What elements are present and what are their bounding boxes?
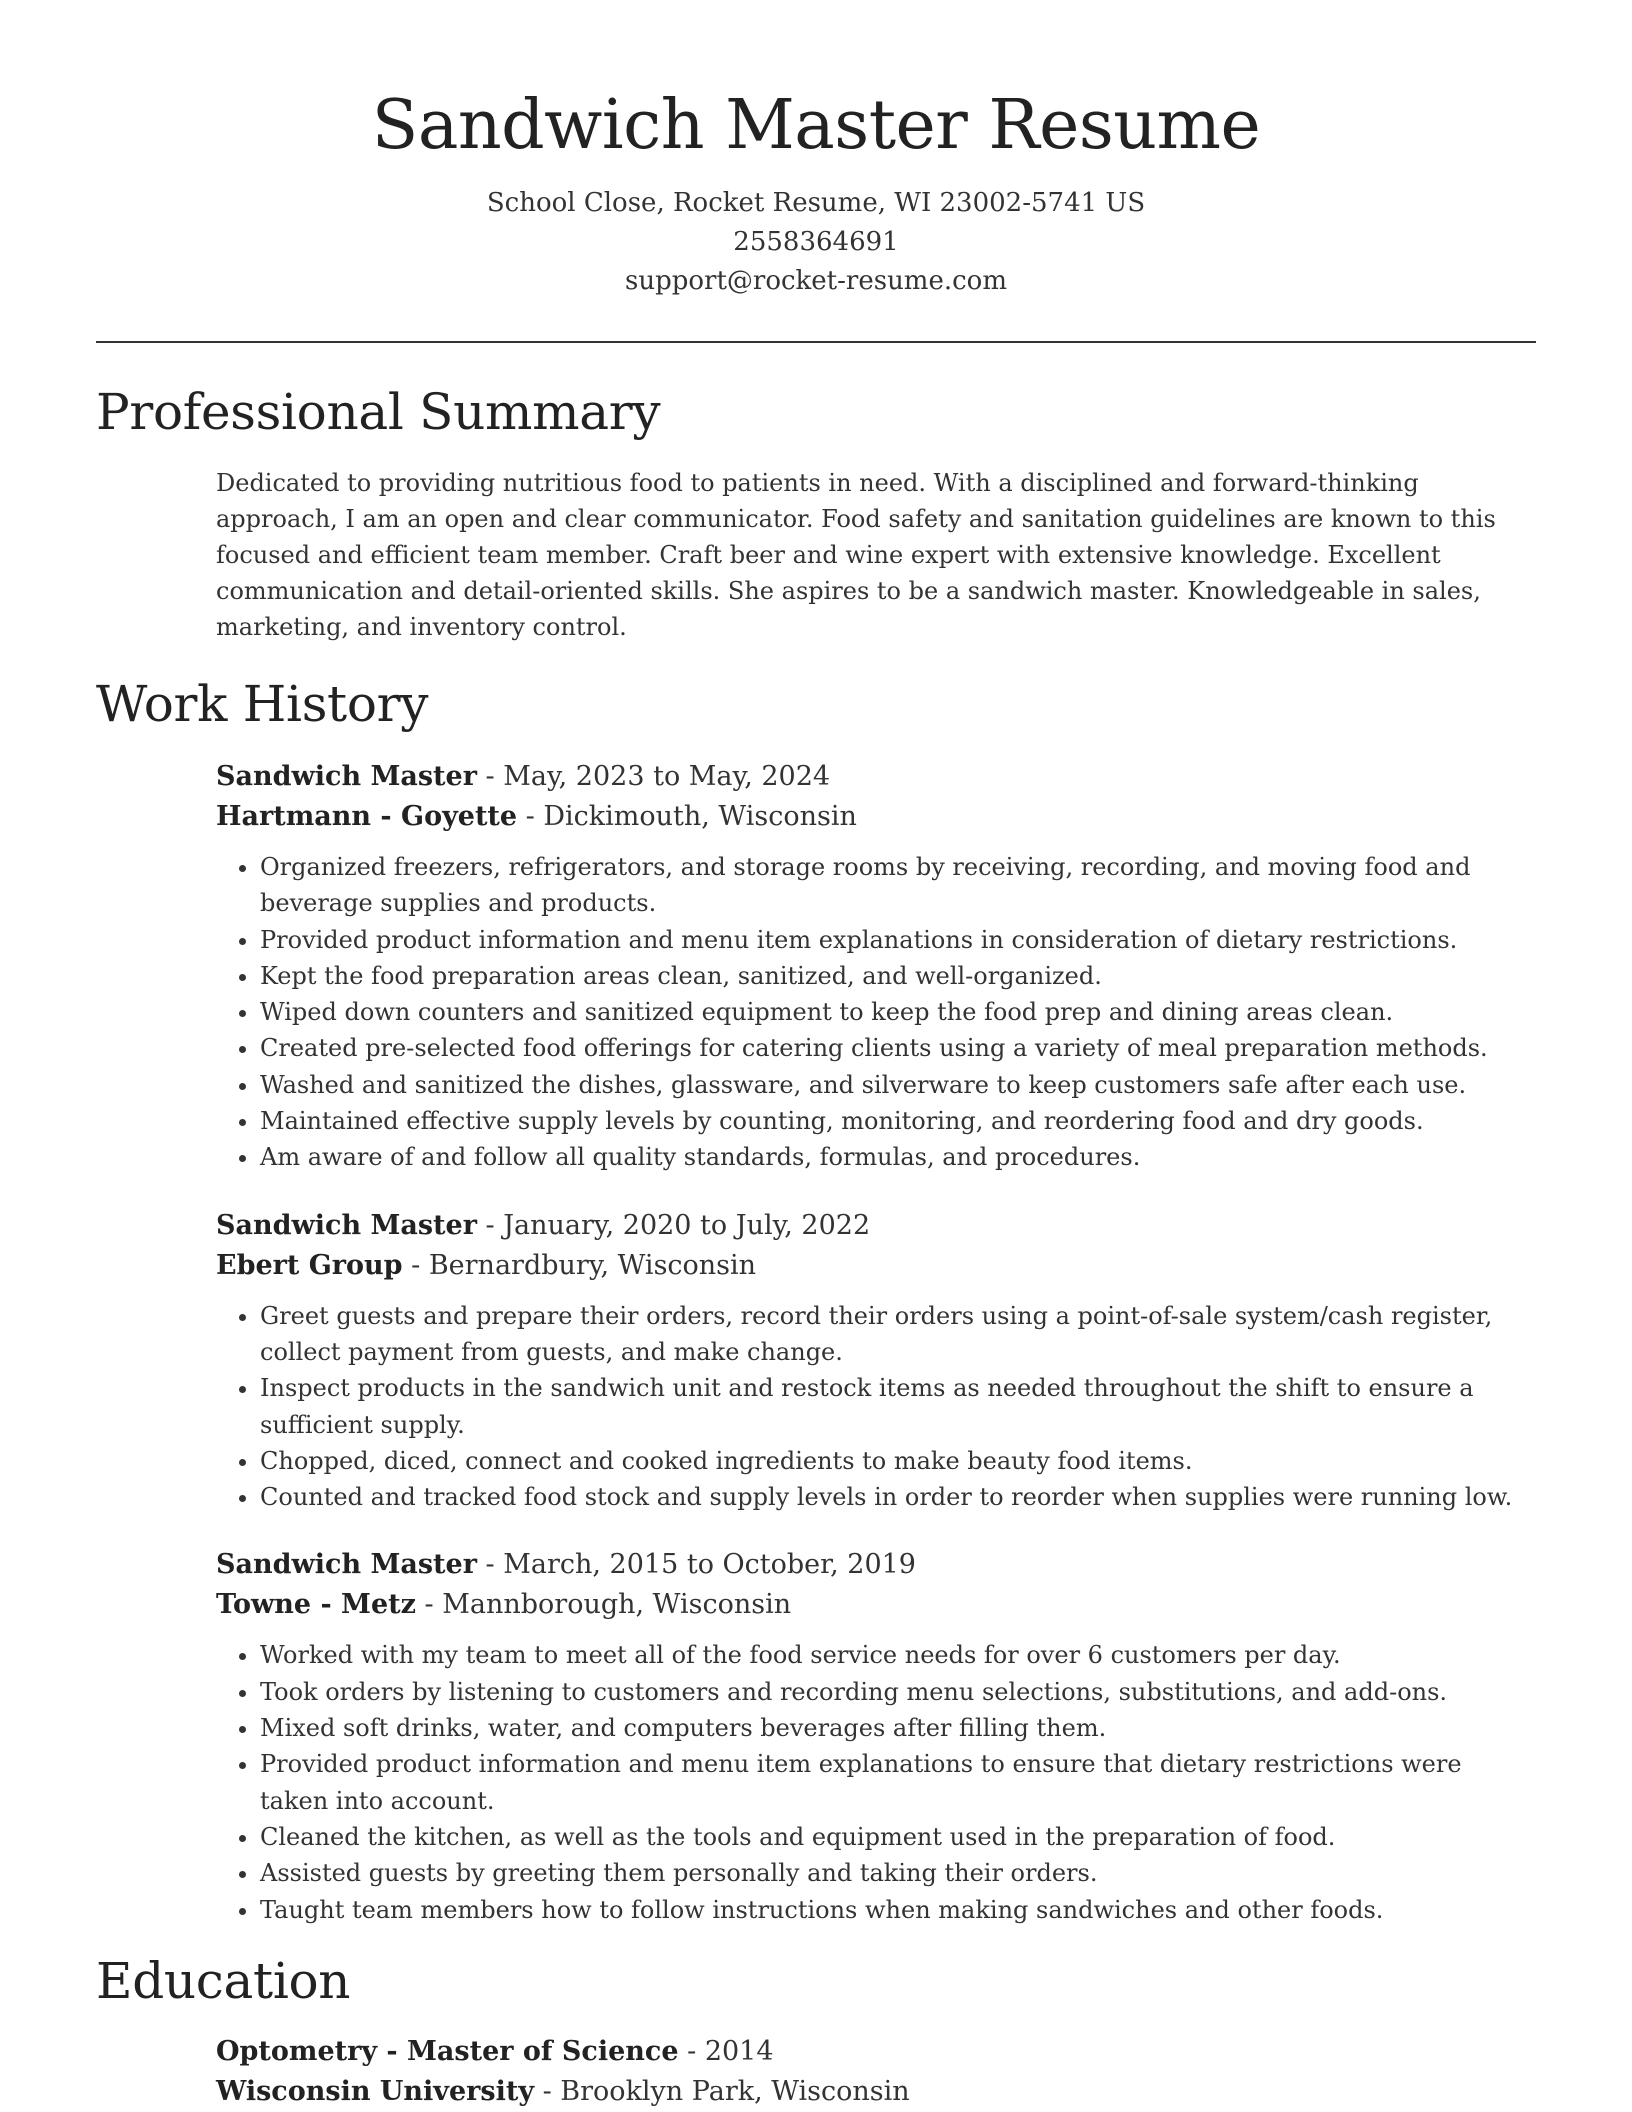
degree: Optometry - Master of Science	[216, 2035, 679, 2067]
duty-item: • Organized freezers, refrigerators, and storage rooms by receiving, recording, and moving food and beverage supplies and products.	[260, 849, 1536, 922]
duty-item: • Created pre-selected food offerings for catering clients using a variety of meal preparation methods.	[260, 1030, 1536, 1066]
job-entry	[216, 1545, 1536, 1927]
duty-item: • Taught team members how to follow instructions when making sandwiches and other foods.	[260, 1892, 1536, 1928]
school-location: - Brooklyn Park, Wisconsin	[534, 2075, 910, 2107]
duty-item: • Mixed soft drinks, water, and computers beverages after filling them.	[260, 1710, 1536, 1746]
duty-item: • Provided product information and menu item explanations to ensure that dietary restrictions were taken into account.	[260, 1746, 1536, 1819]
job-company-line	[216, 797, 1536, 837]
address: School Close, Rocket Resume, WI 23002-5741 US	[486, 188, 1146, 218]
duty-item: • Inspect products in the sandwich unit and restock items as needed throughout the shift to ensure a sufficient supply.	[260, 1370, 1536, 1443]
duty-item: • Washed and sanitized the dishes, glassware, and silverware to keep customers safe after each use.	[260, 1067, 1536, 1103]
job-title-line	[216, 1545, 1536, 1585]
education-section	[96, 1950, 1536, 2112]
job-company-line	[216, 1585, 1536, 1625]
job-role: Sandwich Master	[216, 1549, 477, 1581]
duty-item: • Assisted guests by greeting them personally and taking their orders.	[260, 1855, 1536, 1891]
email: support@rocket-resume.com	[624, 266, 1007, 296]
header-divider	[96, 341, 1536, 343]
job-role: Sandwich Master	[216, 761, 477, 792]
section-title-summary: Professional Summary	[96, 383, 661, 441]
section-title-education: Education	[96, 1951, 351, 2010]
section-title-work-history: Work History	[96, 675, 429, 733]
job-dates: - January, 2020 to July, 2022	[476, 1209, 871, 1241]
duty-list	[216, 849, 1536, 1176]
school-line	[216, 2072, 1536, 2112]
contact-block	[96, 184, 1536, 301]
duty-item: • Cleaned the kitchen, as well as the tools and equipment used in the preparation of food.	[260, 1819, 1536, 1855]
school: Wisconsin University	[216, 2075, 535, 2107]
job-location: - Dickimouth, Wisconsin	[517, 801, 857, 832]
job-company: Ebert Group	[216, 1249, 403, 1281]
duty-item: • Provided product information and menu item explanations in consideration of dietary restrictions.	[260, 922, 1536, 958]
job-dates: - May, 2023 to May, 2024	[476, 761, 831, 792]
job-entry	[216, 1206, 1536, 1516]
summary-text: Dedicated to providing nutritious food to patients in need. With a disciplined and forward-thinking approach, I am an open and clear communicator. Food safety and sanitation guidelines are known to this focused and efficient team member. Craft beer and wine expert with extensive knowledge. Excellent communication and detail-oriented skills. She aspires to be a sandwich master. Knowledgeable in sales, marketing, and inventory control.	[216, 469, 1496, 641]
job-company: Hartmann - Goyette	[216, 801, 518, 832]
duty-list	[216, 1298, 1536, 1516]
work-history-section	[96, 673, 1536, 1928]
duty-item: • Counted and tracked food stock and supply levels in order to reorder when supplies were running low.	[260, 1479, 1536, 1515]
job-entry	[216, 757, 1536, 1176]
degree-line	[216, 2032, 1536, 2072]
education-entry	[216, 2032, 1536, 2112]
job-location: - Bernardbury, Wisconsin	[402, 1249, 757, 1281]
resume-header	[96, 0, 1536, 301]
job-title-line	[216, 1206, 1536, 1246]
duty-item: • Wiped down counters and sanitized equipment to keep the food prep and dining areas clean.	[260, 994, 1536, 1030]
resume-page	[96, 0, 1536, 2112]
job-dates: - March, 2015 to October, 2019	[476, 1549, 916, 1581]
job-role: Sandwich Master	[216, 1209, 477, 1241]
duty-item: • Took orders by listening to customers and recording menu selections, substitutions, and add-ons.	[260, 1674, 1536, 1710]
duty-item: • Greet guests and prepare their orders, record their orders using a point-of-sale system/cash register, collect payment from guests, and make change.	[260, 1298, 1536, 1371]
resume-title: Sandwich Master Resume	[371, 86, 1261, 165]
duty-item: • Kept the food preparation areas clean, sanitized, and well-organized.	[260, 958, 1536, 994]
phone: 2558364691	[733, 227, 899, 257]
duty-item: • Chopped, diced, connect and cooked ingredients to make beauty food items.	[260, 1443, 1536, 1479]
job-location: - Mannborough, Wisconsin	[415, 1589, 792, 1621]
duty-item: • Maintained effective supply levels by counting, monitoring, and reordering food and dry goods.	[260, 1103, 1536, 1139]
graduation-year: - 2014	[678, 2035, 774, 2067]
duty-list	[216, 1637, 1536, 1927]
duty-item: • Am aware of and follow all quality standards, formulas, and procedures.	[260, 1139, 1536, 1175]
duty-item: • Worked with my team to meet all of the food service needs for over 6 customers per day.	[260, 1637, 1536, 1673]
job-company-line	[216, 1246, 1536, 1286]
summary-section	[96, 381, 1536, 645]
job-title-line	[216, 757, 1536, 797]
job-company: Towne - Metz	[216, 1589, 416, 1621]
